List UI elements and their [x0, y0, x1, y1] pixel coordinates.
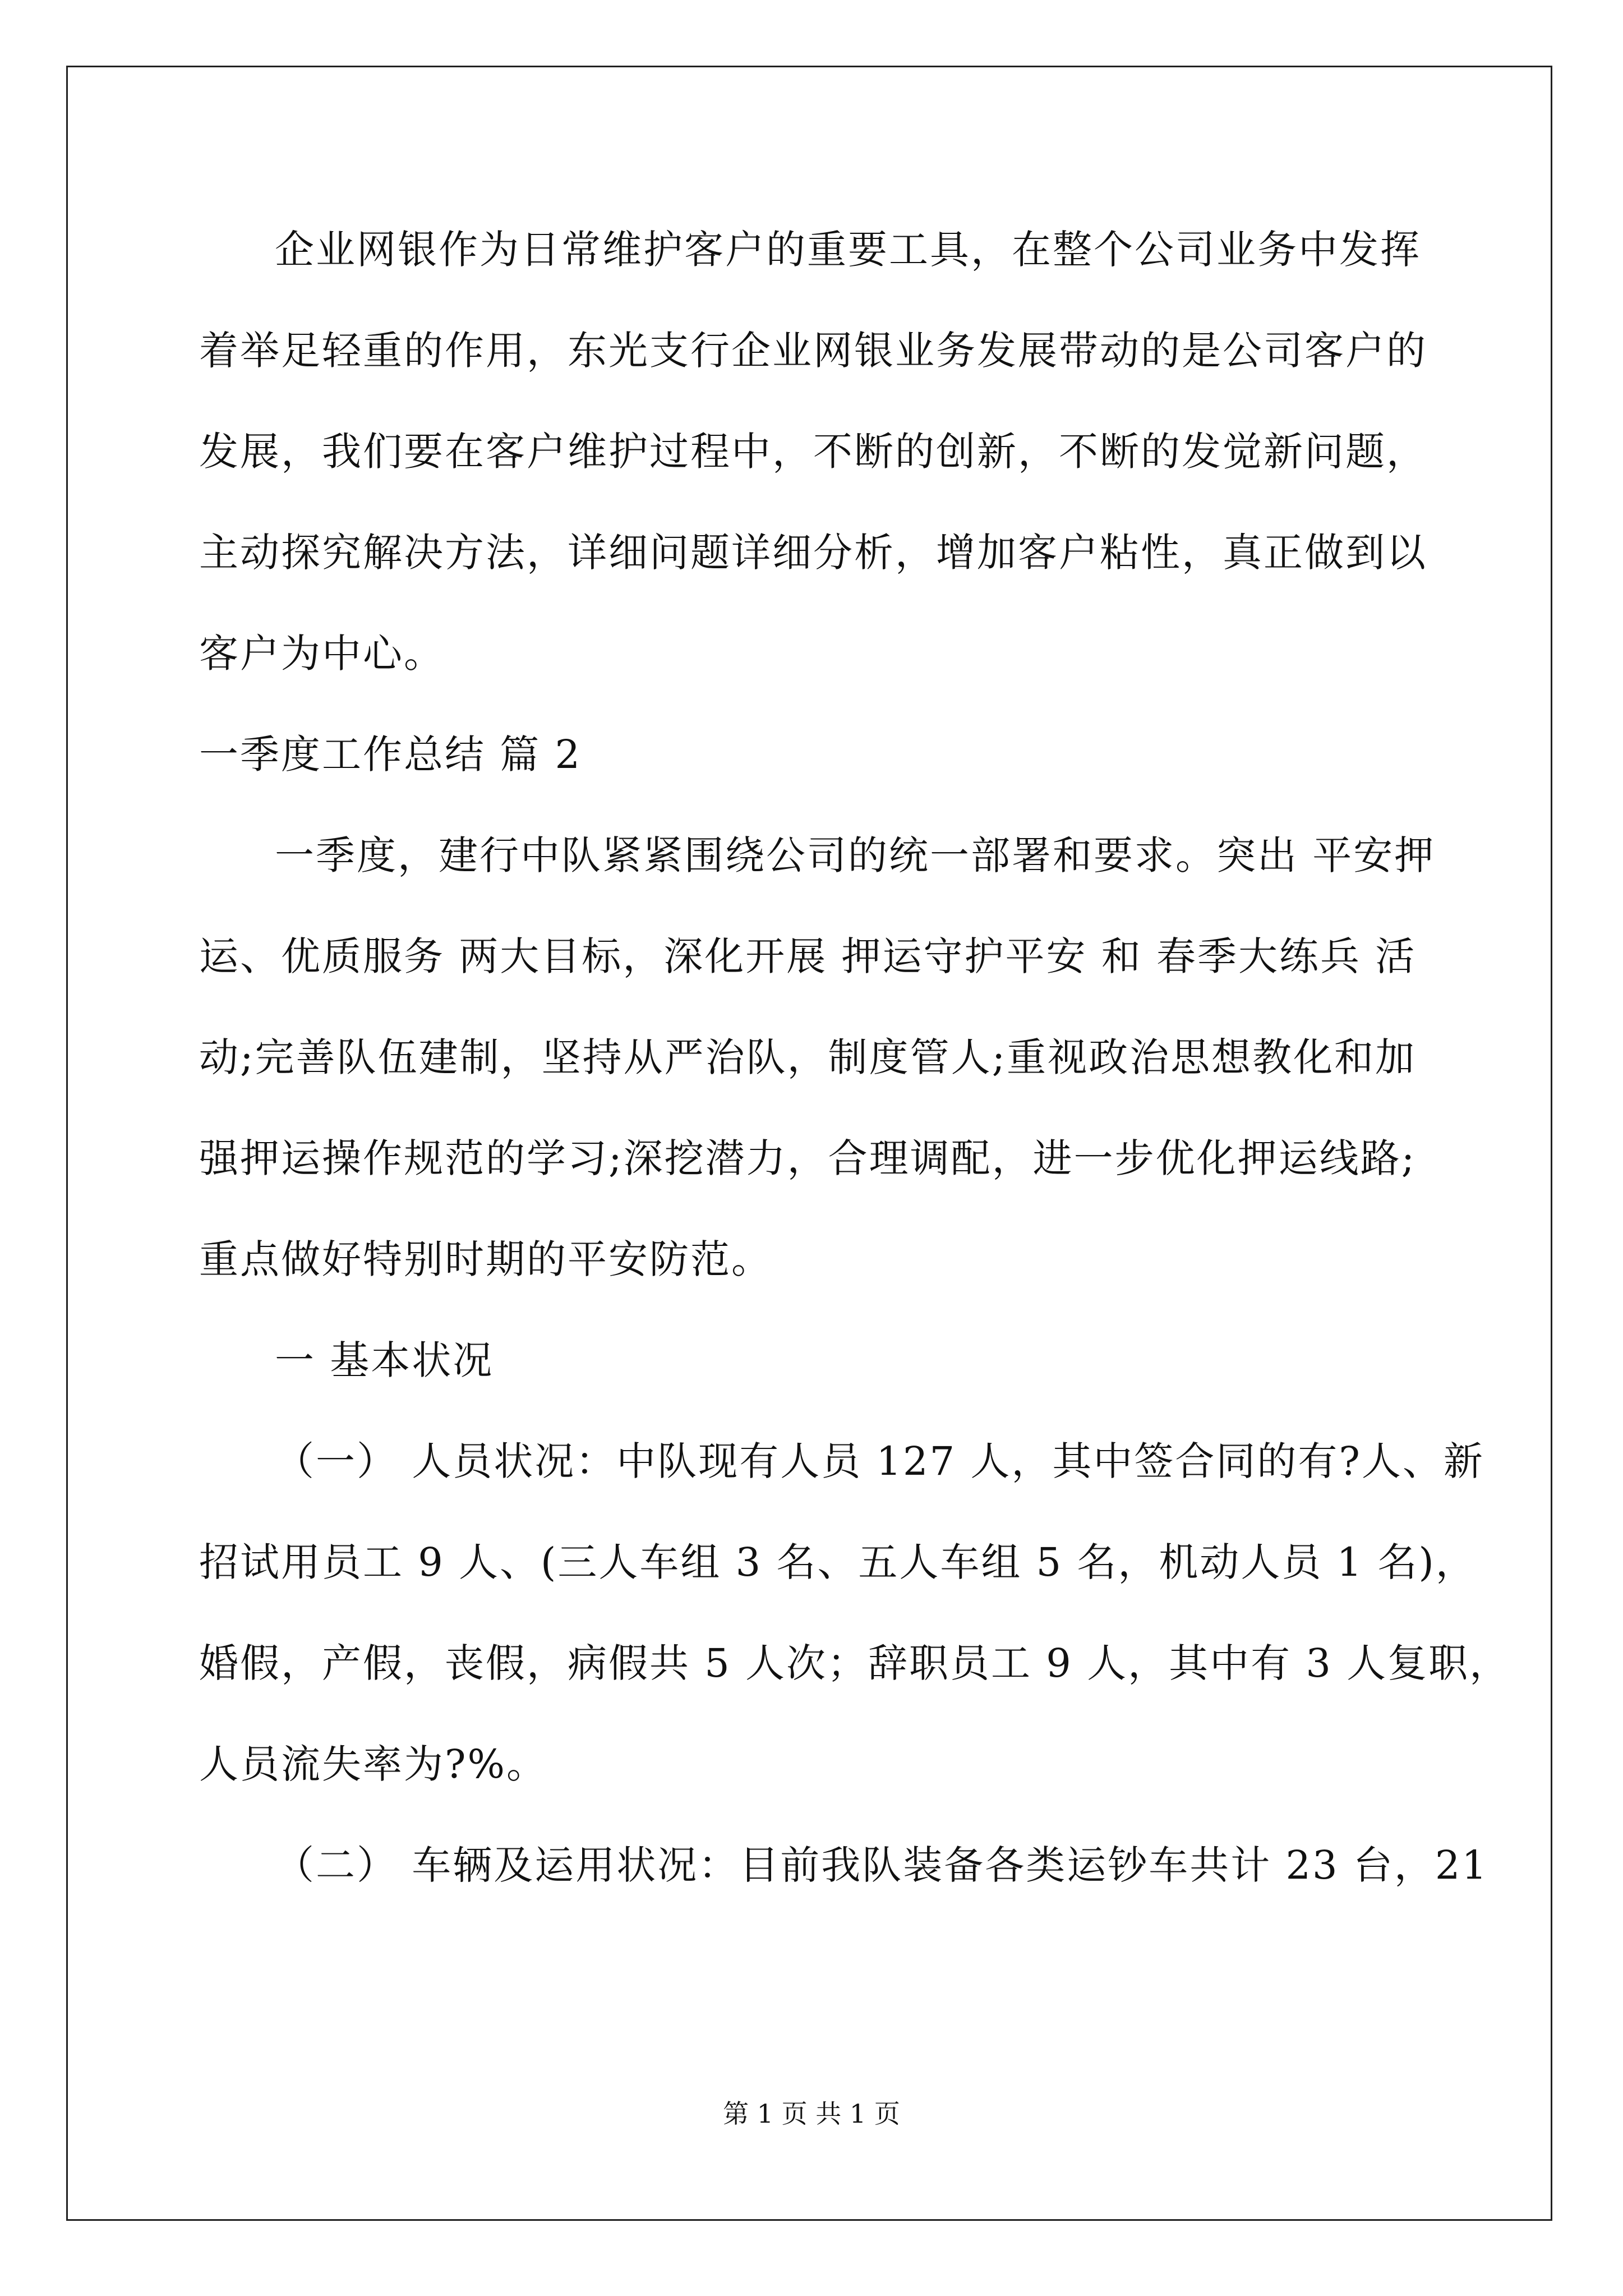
- vehicle-line: （二） 车辆及运用状况：目前我队装备各类运钞车共计 23 台，21: [275, 1842, 1488, 1888]
- intro-line-1: 企业网银作为日常维护客户的重要工具，在整个公司业务中发挥: [275, 227, 1421, 273]
- personnel-line-4: 人员流失率为?%。: [199, 1741, 548, 1787]
- intro-line-5: 客户为中心。: [199, 631, 445, 677]
- personnel-line-1: （一） 人员状况：中队现有人员 127 人，其中签合同的有?人、新: [275, 1438, 1484, 1484]
- intro-line-2: 着举足轻重的作用，东光支行企业网银业务发展带动的是公司客户的: [199, 328, 1427, 374]
- basic-status-heading: 一 基本状况: [275, 1337, 494, 1383]
- section-line-5: 重点做好特别时期的平安防范。: [199, 1236, 772, 1282]
- section-line-1: 一季度，建行中队紧紧围绕公司的统一部署和要求。突出 平安押: [275, 832, 1436, 878]
- section-line-3: 动;完善队伍建制，坚持从严治队，制度管人;重视政治思想教化和加: [199, 1034, 1417, 1080]
- section-title: 一季度工作总结 篇 2: [199, 731, 582, 777]
- personnel-line-3: 婚假，产假，丧假，病假共 5 人次；辞职员工 9 人，其中有 3 人复职，: [199, 1640, 1511, 1686]
- intro-line-3: 发展，我们要在客户维护过程中，不断的创新，不断的发觉新问题，: [199, 429, 1427, 475]
- page-number-footer: 第 1 页 共 1 页: [723, 2099, 900, 2129]
- intro-line-4: 主动探究解决方法，详细问题详细分析，增加客户粘性，真正做到以: [199, 530, 1427, 576]
- personnel-line-2: 招试用员工 9 人、(三人车组 3 名、五人车组 5 名，机动人员 1 名)，: [199, 1539, 1477, 1585]
- section-line-2: 运、优质服务 两大目标，深化开展 押运守护平安 和 春季大练兵 活: [199, 933, 1417, 979]
- section-line-4: 强押运操作规范的学习;深挖潜力，合理调配，进一步优化押运线路;: [199, 1135, 1417, 1181]
